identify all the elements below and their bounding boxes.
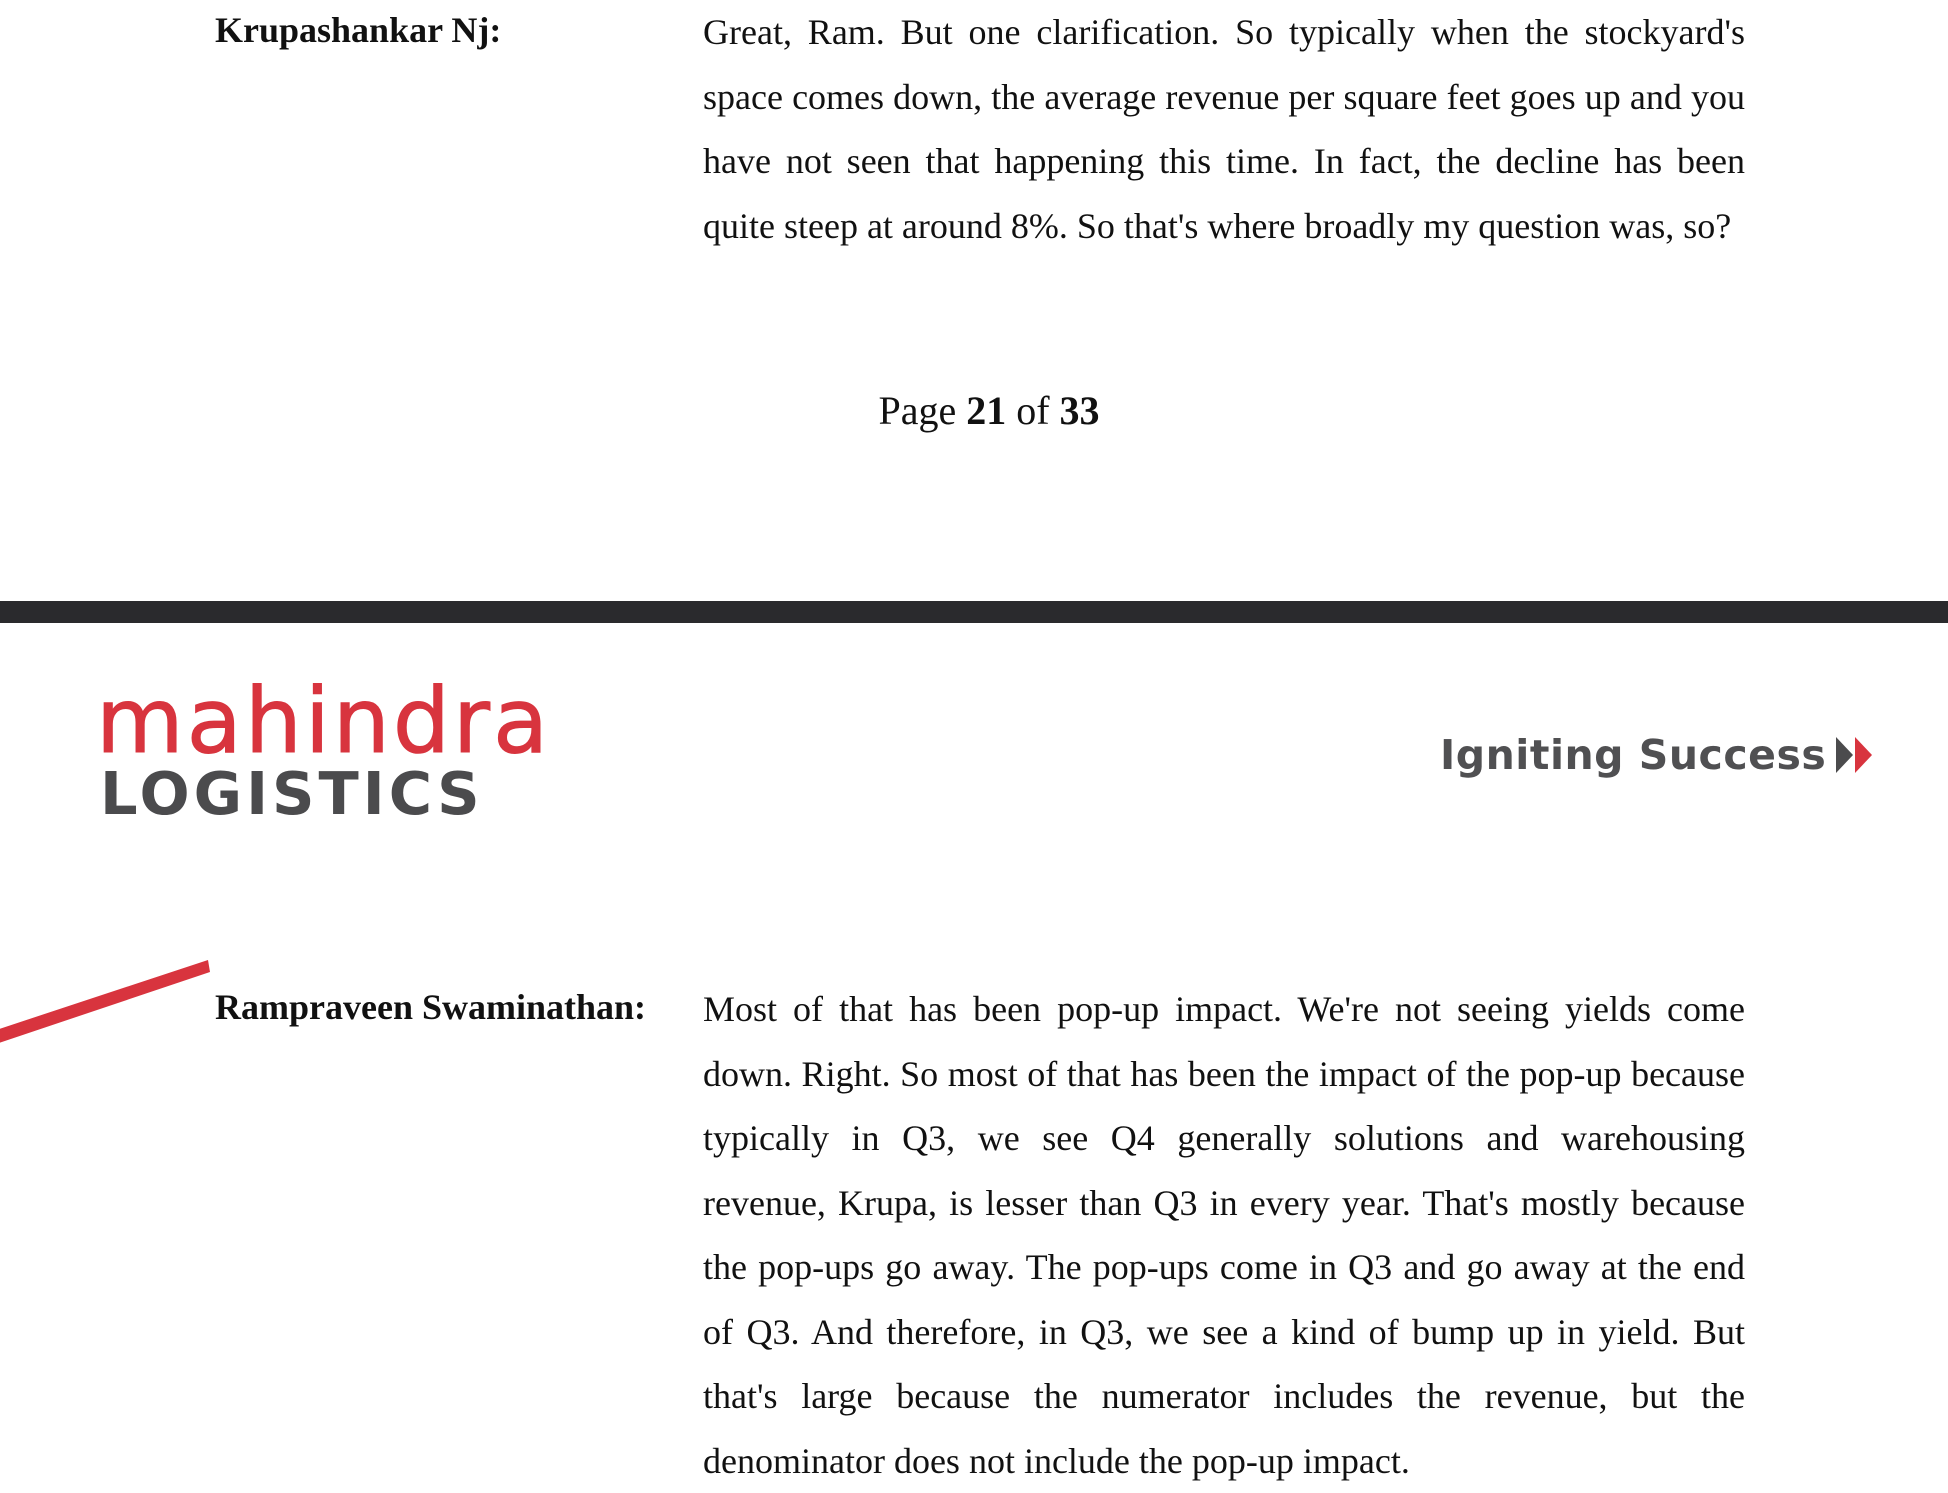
chevron-right-icon xyxy=(1855,737,1872,773)
speech-text: Great, Ram. But one clarification. So typically when the stockyard's space comes down, the average revenue per square feet goes up and you have not seen that happening this time. In fact, the decline has been quite steep at around 8%. So that's where broadly my question was, so? xyxy=(703,12,1745,246)
chevron-right-icon xyxy=(1836,737,1853,773)
logo-division: LOGISTICS xyxy=(100,759,484,828)
total-pages: 33 xyxy=(1059,388,1100,433)
page-divider xyxy=(0,601,1948,623)
speech-text: Most of that has been pop-up impact. We're not seeing yields come down. Right. So most of that has been the impact of the pop-up because typically in Q3, we see Q4 generally solutions and warehousing revenue, Krupa, is lesser than Q3 in every year. That's mostly because the pop-ups go away. The pop-ups come in Q3 and go away at the end of Q3. And therefore, in Q3, we see a kind of bump up in yield. But that's large because the numerator includes the revenue, but the denominator does not include the pop-up impact. xyxy=(703,989,1745,1481)
accent-stroke-shape xyxy=(0,960,210,1046)
company-logo xyxy=(96,669,552,828)
page-number xyxy=(0,388,1948,434)
accent-stroke-decoration xyxy=(0,960,220,1050)
tagline-text: Igniting Success xyxy=(1440,731,1827,779)
current-page: 21 xyxy=(966,388,1007,433)
page-word: Page xyxy=(878,388,957,433)
tagline xyxy=(1440,730,1872,780)
double-chevron-right-icon xyxy=(1836,737,1872,773)
speaker-name: Rampraveen Swaminathan: xyxy=(215,987,647,1027)
speaker-name: Krupashankar Nj: xyxy=(215,10,502,50)
logo-brand: mahindra xyxy=(96,669,552,774)
of-word: of xyxy=(1016,388,1050,433)
